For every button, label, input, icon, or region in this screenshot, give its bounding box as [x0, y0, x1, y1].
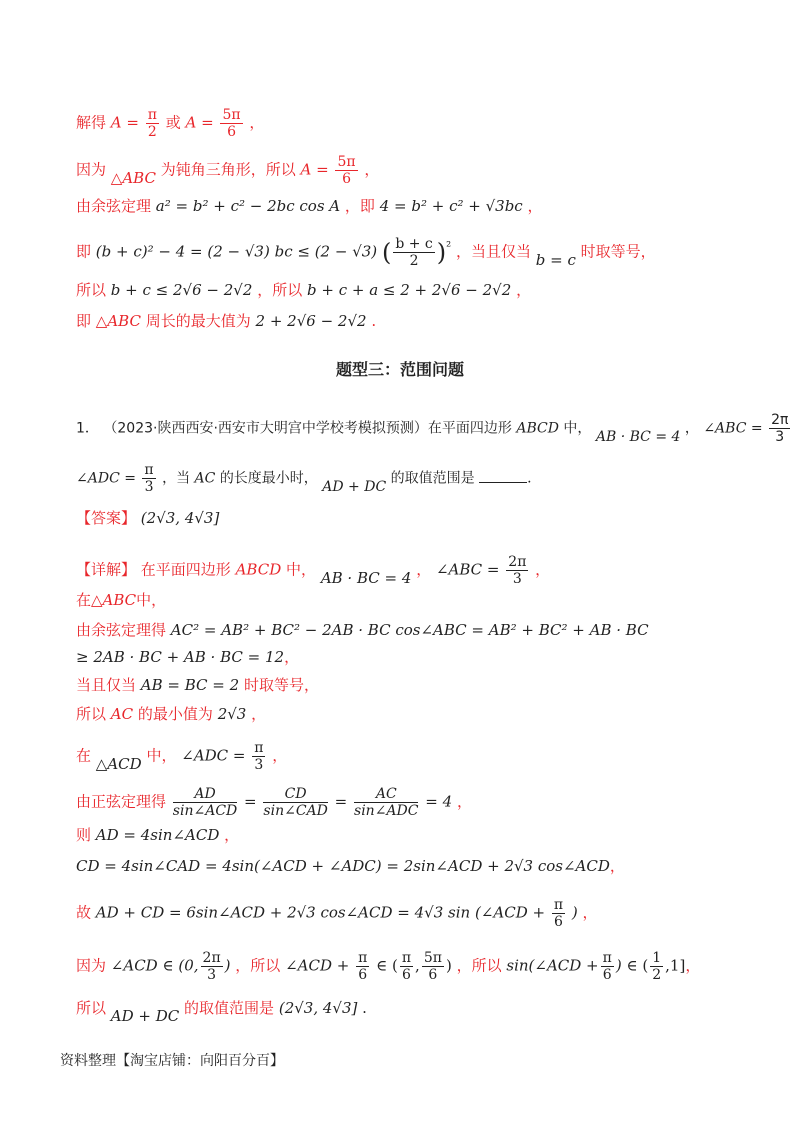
math: A =: [185, 113, 214, 132]
math: a² = b² + c² − 2bc cos A: [155, 197, 341, 215]
text: 或: [165, 113, 181, 132]
detail-line-6: 所以 AC 的最小值为 2√3 ，: [76, 705, 267, 723]
fraction: $\frac{5\pi}{6}$: [337, 154, 356, 187]
fraction: $\frac{2\pi}{3}$: [202, 950, 221, 983]
detail-line-1: 【详解】 在平面四边形 ABCD 中， AB · BC = 4 ， ∠ABC = $\frac{2\pi}{3}$ ，: [76, 554, 551, 587]
detail-line-8: 由正弦定理得 $\frac{AD}{\text{sin∠ACD}}$ = $\frac{CD}{\text{sin∠CAD}}$ = $\frac{AC}{\text{sin∠ADC}}$ = 4 ，: [76, 786, 472, 819]
solution-line-1: 解得 A = $\frac{\pi}{2}$ 或 A = $\frac{5\pi}{6}$ ，: [76, 107, 265, 140]
math: b = c: [535, 250, 576, 269]
detail-line-9: 则 AD = 4sin∠ACD ，: [76, 826, 240, 844]
answer-value: (2√3, 4√3]: [140, 509, 220, 527]
fraction: $\frac{2\pi}{3}$: [508, 554, 527, 587]
math: 4 = b² + c² + √3bc: [379, 197, 523, 215]
fraction: $\frac{1}{2}$: [652, 950, 662, 983]
triangle-label: △ABC: [110, 168, 156, 187]
fraction: $\frac{\pi}{3}$: [254, 740, 264, 773]
question-line-1: 1． （2023·陕西西安·西安市大明宫中学校考模拟预测）在平面四边形 ABCD 中， AB · BC = 4 ， ∠ABC = $\frac{2\pi}{3}$: [76, 412, 789, 445]
fraction: $\frac{AD}{\text{sin∠ACD}}$: [172, 786, 238, 819]
solution-line-3: 由余弦定理 a² = b² + c² − 2bc cos A ，即 4 = b² + c² + √3bc ，: [76, 197, 543, 215]
math: A =: [110, 113, 139, 132]
detail-line-13: 所以 AD + DC 的取值范围是 (2√3, 4√3] .: [76, 999, 367, 1025]
solution-line-4: 即 (b + c)² − 4 = (2 − √3) bc ≤ (2 − √3) ( $\frac{b + c}{2}$ )$^{^2}$ ，当且仅当 b = c 时取等号，: [76, 236, 656, 269]
detail-line-5: 当且仅当 AB = BC = 2 时取等号，: [76, 676, 319, 694]
footer-note: 资料整理【淘宝店铺：向阳百分百】: [60, 1053, 284, 1069]
fraction: $\frac{5\pi}{6}$: [423, 950, 442, 983]
detail-line-11: 故 AD + CD = 6sin∠ACD + 2√3 cos∠ACD = 4√3 sin (∠ACD + $\frac{\pi}{6}$ ) ，: [76, 897, 598, 930]
question-number: 1．: [76, 420, 99, 437]
solution-line-2: 因为 △ABC 为钝角三角形，所以 A = $\frac{5\pi}{6}$ ，: [76, 154, 380, 187]
fraction: $\frac{\pi}{6}$: [602, 950, 612, 983]
answer-line: [76, 508, 219, 528]
solution-line-5: 所以 b + c ≤ 2√6 − 2√2 ，所以 b + c + a ≤ 2 + 2√6 − 2√2 ，: [76, 281, 532, 299]
fraction: $\frac{\pi}{3}$: [144, 462, 154, 495]
detail-line-4: ≥ 2AB · BC + AB · BC = 12，: [76, 648, 300, 666]
section-title: 题型三：范围问题: [335, 360, 464, 379]
question-line-2: ∠ADC = $\frac{\pi}{3}$ ，当 AC 的长度最小时， AD + DC 的取值范围是 .: [76, 462, 532, 495]
detail-line-2: 在△ABC中，: [76, 591, 167, 609]
detail-line-12: 因为 ∠ACD ∈ (0, $\frac{2\pi}{3}$ ) ，所以 ∠ACD + $\frac{\pi}{6}$ ∈ ( $\frac{\pi}{6}$ , $\frac{5\pi}{6}$ ) ，所以 sin(∠ACD + $\frac{\pi}{6}$ ) ∈ ( $\frac{1}{2}$ ,1]，: [76, 950, 701, 983]
detail-line-3: 由余弦定理得 AC² = AB² + BC² − 2AB · BC cos∠ABC = AB² + BC² + AB · BC: [76, 621, 649, 639]
detail-line-7: 在 △ACD 中， ∠ADC = $\frac{\pi}{3}$ ，: [76, 740, 288, 773]
fraction: $\frac{\pi}{6}$: [401, 950, 412, 983]
answer-blank: [479, 468, 527, 483]
fraction: $\frac{\pi}{6}$: [358, 950, 368, 983]
fraction: $\frac{b + c}{2}$: [395, 236, 433, 269]
fraction: $\frac{5\pi}{6}$: [222, 107, 241, 140]
question-source: （2023·陕西西安·西安市大明宫中学校考模拟预测）在平面四边形: [103, 420, 512, 437]
solution-line-6: 即 △ABC 周长的最大值为 2 + 2√6 − 2√2 .: [76, 312, 377, 330]
detail-line-10: CD = 4sin∠CAD = 4sin(∠ACD + ∠ADC) = 2sin∠ACD + 2√3 cos∠ACD，: [76, 857, 625, 875]
math: (b + c)² − 4 = (2 − √3) bc ≤ (2 − √3): [95, 242, 378, 261]
fraction: $\frac{2\pi}{3}$: [771, 412, 789, 445]
answer-label: 【答案】: [76, 509, 137, 527]
fraction: $\frac{CD}{\text{sin∠CAD}}$: [263, 786, 328, 819]
fraction: $\frac{AC}{\text{sin∠ADC}}$: [354, 786, 419, 819]
fraction: $\frac{\pi}{6}$: [553, 897, 564, 930]
detail-label: 【详解】: [76, 560, 137, 579]
text: 解得: [76, 113, 107, 132]
fraction: $\frac{\pi}{2}$: [147, 107, 157, 140]
